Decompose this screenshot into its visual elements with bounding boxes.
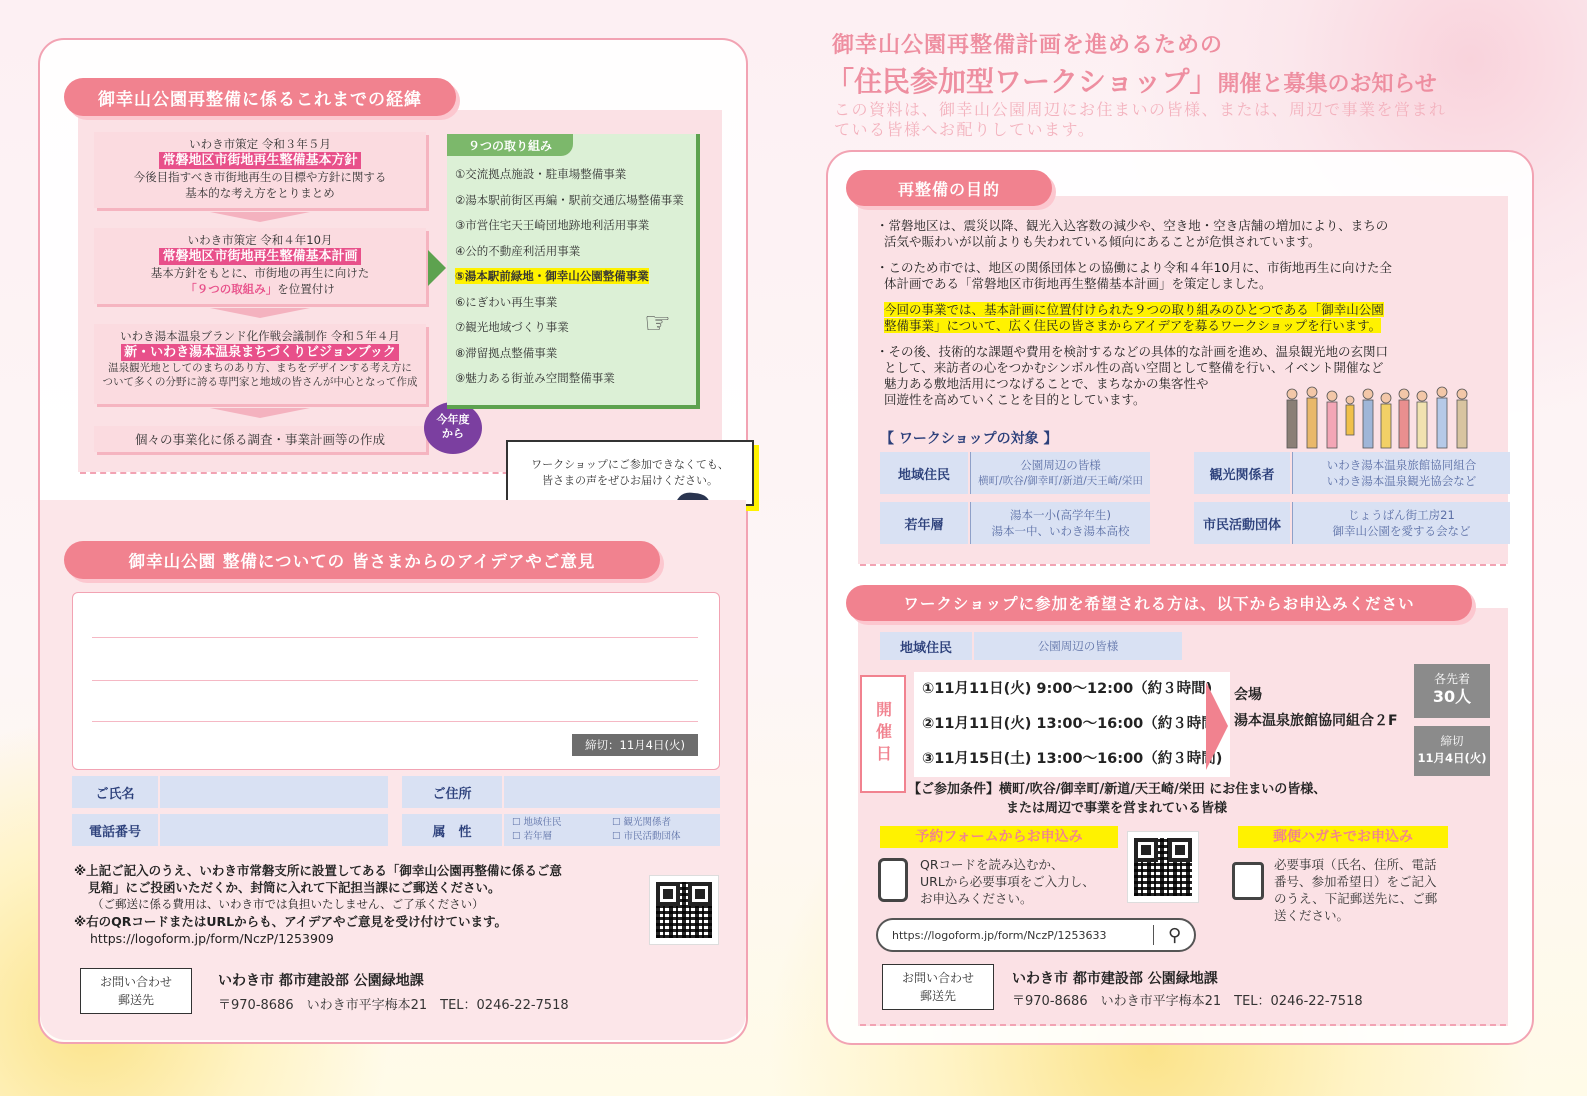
purpose-line: 魅力ある敷地活用につなげることで、まちなかの集客性や xyxy=(884,376,1209,391)
box-desc: 温泉観光地としてのまちのあり方、まちをデザインする考え方に xyxy=(108,362,412,374)
arrow-down xyxy=(210,308,310,318)
badge-line: 今年度 xyxy=(436,413,470,426)
venue-name: 湯本温泉旅館協同組合２F xyxy=(1234,713,1398,729)
open-date-label: 開催日 xyxy=(860,675,906,793)
attr-checkbox-youth[interactable]: ☐ 若年層 xyxy=(512,831,553,842)
ideas-header: 御幸山公園 整備についての 皆さまからのアイデアやご意見 xyxy=(64,541,660,579)
target-value-line: いわき湯本温泉旅館協同組合 xyxy=(1326,458,1477,472)
note-line: 見箱」にご投函いただくか、封筒に入れて下記担当課にご郵送ください。 xyxy=(88,880,501,895)
post-desc-line: 必要事項（氏名、住所、電話 xyxy=(1274,857,1437,872)
purpose-text xyxy=(876,218,1492,408)
note-line: （ご郵送に係る費用は、いわき市では負担いたしません、ご了承ください） xyxy=(92,897,484,911)
form-desc-line: URLから必要事項をご入力し、 xyxy=(920,874,1095,889)
contact-address: 〒970-8686 いわき市平字梅本21 TEL：0246-22-7518 xyxy=(1012,994,1363,1009)
target-label: 若年層 xyxy=(880,502,968,544)
pointing-hand-icon: ☞ xyxy=(644,306,671,341)
form-desc xyxy=(920,856,1095,907)
name-label: ご氏名 xyxy=(72,776,158,808)
capacity-box xyxy=(1414,664,1490,718)
main-title-line2 xyxy=(826,60,1437,100)
postbox-icon xyxy=(1232,862,1264,900)
phone-field[interactable] xyxy=(160,814,388,846)
ideas-notes xyxy=(74,862,654,947)
target-value xyxy=(1292,502,1510,544)
arrow-down xyxy=(210,212,310,222)
contact-label: 郵送先 xyxy=(117,993,154,1007)
nine-item: ⑧滞留拠点整備事業 xyxy=(455,345,558,360)
residents-illustration xyxy=(1282,384,1478,452)
nine-item: ③市営住宅天王崎団地跡地利活用事業 xyxy=(455,218,650,232)
form-desc-line: QRコードを読み込むか、 xyxy=(920,857,1064,872)
nine-title: ９つの取り組み xyxy=(447,134,573,156)
writing-line xyxy=(92,680,698,681)
attr-checkbox-resident[interactable]: ☐ 地域住民 xyxy=(512,817,562,828)
post-desc-line: 番号、参加希望日）をご記入 xyxy=(1274,874,1437,889)
target-label: 地域住民 xyxy=(880,452,968,494)
target-value-line: じょうばん街工房21 xyxy=(1348,508,1455,522)
form-url-bar[interactable] xyxy=(876,918,1196,952)
address-field[interactable] xyxy=(504,776,720,808)
subtitle-line: ている皆様へお配りしています。 xyxy=(834,120,1096,139)
attr-checkbox-tourism[interactable]: ☐ 観光関係者 xyxy=(612,817,672,828)
search-icon[interactable]: ⚲ xyxy=(1168,924,1182,946)
title-highlight: 「住民参加型ワークショップ」 xyxy=(826,65,1218,98)
target-value-line: 御幸山公園を愛する会など xyxy=(1332,524,1471,538)
target-value xyxy=(970,452,1150,494)
target-title: 【 ワークショップの対象 】 xyxy=(880,431,1058,447)
post-desc-line: のうえ、下記郵送先に、ご郵 xyxy=(1274,891,1438,906)
date-option: ③11月15日(土) 13:00～16:00（約３時間) xyxy=(922,751,1223,767)
writing-line xyxy=(92,637,698,638)
main-title-line1: 御幸山公園再整備計画を進めるための xyxy=(832,33,1224,58)
date-list xyxy=(914,672,1230,777)
date-option: ①11月11日(火) 9:00～12:00（約３時間) xyxy=(922,681,1213,697)
nine-item: ⑥にぎわい再生事業 xyxy=(455,294,558,309)
apply-area-value: 公園周辺の皆様 xyxy=(974,632,1182,660)
badge-line: から xyxy=(442,427,464,440)
nine-item: ①交流拠点施設・駐車場整備事業 xyxy=(455,167,627,181)
divider xyxy=(860,1024,1506,1026)
box-text: 個々の事業化に係る調査・事業計画等の作成 xyxy=(134,432,385,447)
apply-header: ワークショップに参加を希望される方は、以下からお申込みください xyxy=(846,585,1472,621)
purpose-line: ・このため市では、地区の関係団体との協働により令和４年10月に、市街地再生に向けた全 xyxy=(876,260,1392,275)
ideas-qr-code[interactable] xyxy=(650,876,718,944)
contact-label: お問い合わせ xyxy=(99,975,172,989)
note-line: ※上記ご記入のうえ、いわき市常磐支所に設置してある「御幸山公園再整備に係るご意 xyxy=(74,863,562,878)
conditions-line: または周辺で事業を営まれている皆様 xyxy=(1006,801,1228,816)
post-desc-line: 送ください。 xyxy=(1274,908,1350,923)
nine-item: ⑨魅力ある街並み空間整備事業 xyxy=(455,371,615,385)
arrow-down xyxy=(210,408,310,418)
deadline-value: 11月4日(火) xyxy=(1417,751,1487,765)
box-name: 常磐地区市街地再生整備基本方針 xyxy=(159,152,360,169)
contact-org: いわき市 都市建設部 公園緑地課 xyxy=(1012,971,1218,987)
purpose-highlight: 今回の事業では、基本計画に位置付けられた９つの取り組みのひとつである「御幸山公園 xyxy=(884,302,1384,317)
contact-address: 〒970-8686 いわき市平字梅本21 TEL：0246-22-7518 xyxy=(218,998,569,1013)
bubble-line: 皆さまの声をぜひお届けください。 xyxy=(542,474,718,487)
box-meta: いわき湯本温泉ブランド化作戦会議制作 令和５年４月 xyxy=(120,329,400,343)
history-box-1 xyxy=(94,132,426,208)
target-value-line: 公園周辺の皆様 xyxy=(1020,458,1101,472)
venue-label: 会場 xyxy=(1234,687,1262,703)
capacity-value: 30人 xyxy=(1432,687,1472,706)
attr-option-label: 観光関係者 xyxy=(623,817,672,828)
bubble-line: ワークショップにご参加できなくても、 xyxy=(531,458,729,471)
purpose-highlight: 整備事業」について、広く住民の皆さまからアイデアを募るワークショップを行います。 xyxy=(884,318,1382,333)
attr-option-label: 地域住民 xyxy=(523,817,562,828)
purpose-line: 回遊性を高めていくことを目的としています。 xyxy=(884,392,1146,407)
target-value-line: 湯本一小(高学年生) xyxy=(1010,508,1111,522)
title-rest: 開催と募集のお知らせ xyxy=(1217,72,1437,97)
arrow-right xyxy=(428,250,446,286)
note-line: ※右のQRコードまたはURLからも、アイデアやご意見を受け付けています。 xyxy=(74,914,508,929)
box-meta: いわき市策定 令和４年10月 xyxy=(187,233,333,247)
capacity-line: 各先着 xyxy=(1433,672,1470,686)
target-value-line: 湯本一中、いわき湯本高校 xyxy=(991,524,1130,538)
nine-item: ②湯本駅前街区再編・駅前交通広場整備事業 xyxy=(455,192,684,207)
history-header: 御幸山公園再整備に係るこれまでの経緯 xyxy=(64,78,456,116)
apply-deadline-box xyxy=(1414,726,1490,776)
conditions xyxy=(908,780,1326,818)
post-title: 郵便ハガキでお申込み xyxy=(1238,826,1448,848)
divider xyxy=(860,564,1506,566)
box-meta: いわき市策定 令和３年５月 xyxy=(189,137,331,151)
form-title: 予約フォームからお申込み xyxy=(880,826,1118,848)
contact-label-box xyxy=(882,964,994,1010)
purpose-line: ・その後、技術的な課題や費用を検討するなどの具体的な計画を進め、温泉観光地の玄関口 xyxy=(876,344,1389,359)
contact-label: 郵送先 xyxy=(919,989,956,1003)
target-value-line: 横町/吹谷/御幸町/新道/天王崎/栄田 xyxy=(978,475,1143,487)
target-value xyxy=(1292,452,1510,494)
history-box-3 xyxy=(94,324,426,404)
contact-label: お問い合わせ xyxy=(901,971,974,985)
history-box-2 xyxy=(94,228,426,304)
purpose-line: 活気や賑わいが以前よりも失われている傾向にあることが危惧されています。 xyxy=(884,234,1321,249)
box-desc: を位置付け xyxy=(277,282,335,296)
url-divider xyxy=(1153,925,1154,945)
box-desc: 今後目指すべき市街地再生の目標や方針に関する xyxy=(133,170,387,184)
phone-label: 電話番号 xyxy=(72,814,158,846)
attribute-label: 属 性 xyxy=(402,814,502,846)
target-value-line: いわき湯本温泉観光協会など xyxy=(1326,474,1477,488)
form-qr-code[interactable] xyxy=(1128,832,1198,902)
box-desc: 基本的な考え方をとりまとめ xyxy=(185,186,335,200)
form-desc-line: お申込みください。 xyxy=(920,891,1033,906)
ideas-url[interactable]: https://logoform.jp/form/NczP/1253909 xyxy=(90,931,334,946)
writing-line xyxy=(92,721,698,722)
subtitle xyxy=(834,100,1447,140)
venue-arrow xyxy=(1206,682,1228,770)
target-value xyxy=(970,502,1150,544)
contact-org: いわき市 都市建設部 公園緑地課 xyxy=(218,973,424,989)
name-field[interactable] xyxy=(160,776,388,808)
address-label: ご住所 xyxy=(402,776,502,808)
ideas-deadline: 締切：11月4日(火) xyxy=(572,734,698,756)
post-desc xyxy=(1274,856,1437,924)
attr-checkbox-citizen-group[interactable]: ☐ 市民活動団体 xyxy=(612,831,681,842)
purpose-line: として、来訪者の心をつかむシンボル性の高い空間として整備を行い、イベント開催など xyxy=(884,360,1384,375)
apply-area-label: 地域住民 xyxy=(880,632,972,660)
nine-item: ④公的不動産利活用事業 xyxy=(455,243,581,258)
subtitle-line: この資料は、御幸山公園周辺にお住まいの皆様、または、周辺で事業を営まれ xyxy=(834,100,1447,119)
phone-icon xyxy=(878,858,908,902)
box-desc-highlight: 「９つの取組み」 xyxy=(185,282,278,296)
ideas-section xyxy=(40,500,746,1040)
box-desc: ついて多くの分野に誇る専門家と地域の皆さんが中心となって作成 xyxy=(102,376,418,388)
box-desc: 基本方針をもとに、市街地の再生に向けた xyxy=(150,266,370,280)
attr-option-label: 若年層 xyxy=(523,831,553,842)
nine-item: ⑤湯本駅前緑地・御幸山公園整備事業 xyxy=(455,269,649,283)
nine-item: ⑦観光地域づくり事業 xyxy=(455,320,569,334)
purpose-line: ・常磐地区は、震災以降、観光入込客数の減少や、空き地・空き店舗の増加により、まちの xyxy=(876,218,1389,233)
attribute-options xyxy=(504,814,720,846)
history-box-4 xyxy=(94,426,426,452)
date-option: ②11月11日(火) 13:00～16:00（約３時間) xyxy=(922,716,1223,732)
purpose-header: 再整備の目的 xyxy=(846,170,1052,206)
deadline-line: 締切 xyxy=(1440,734,1464,748)
form-url: https://logoform.jp/form/NczP/1253633 xyxy=(892,928,1107,942)
box-name: 常磐地区市街地再生整備基本計画 xyxy=(159,248,360,265)
box-name: 新・いわき湯本温泉まちづくりビジョンブック xyxy=(121,344,399,361)
conditions-line: 【ご参加条件】横町/吹谷/御幸町/新道/天王崎/栄田 にお住まいの皆様、 xyxy=(908,782,1327,797)
attr-option-label: 市民活動団体 xyxy=(623,831,681,842)
target-label: 市民活動団体 xyxy=(1194,502,1290,544)
this-year-badge xyxy=(424,402,482,454)
purpose-line: 体計画である「常磐地区市街地再生整備基本計画」を策定しました。 xyxy=(884,276,1272,291)
contact-label-box xyxy=(80,968,192,1014)
target-label: 観光関係者 xyxy=(1194,452,1290,494)
